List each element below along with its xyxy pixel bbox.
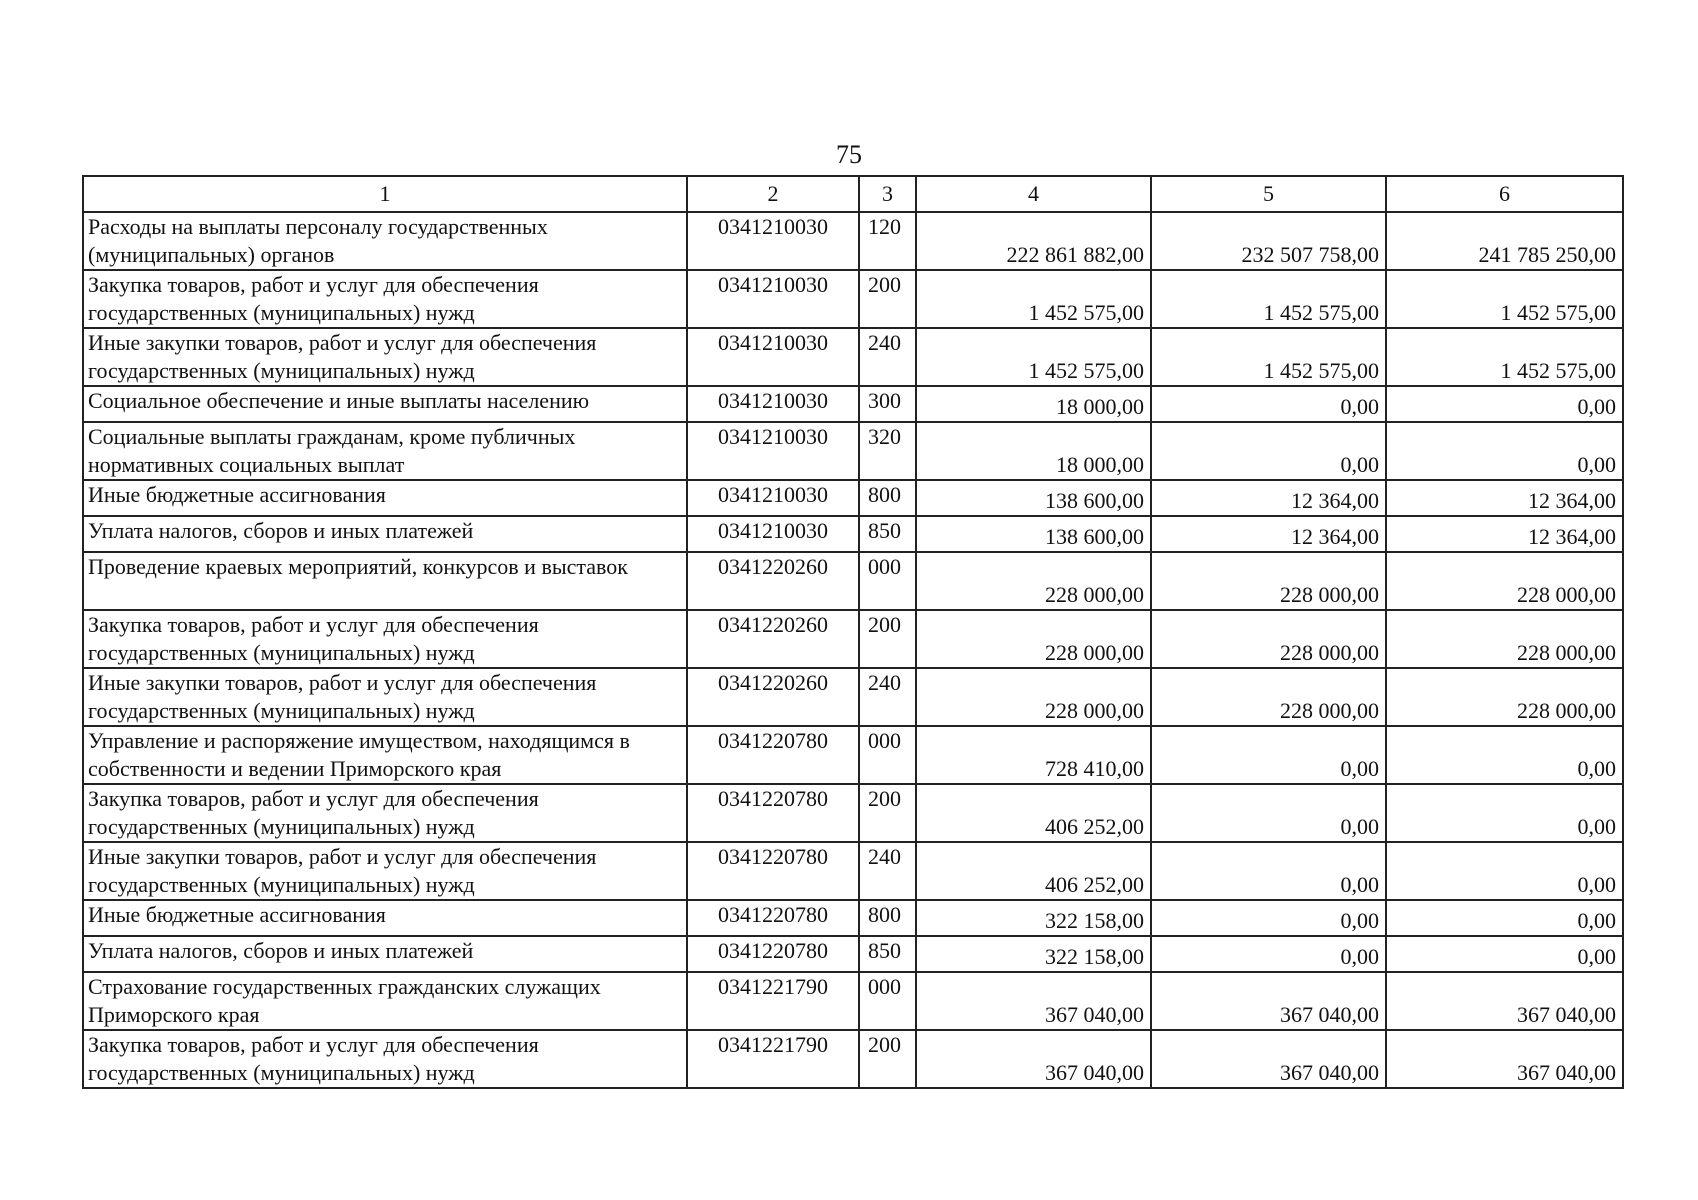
row-amount-col4-cell: 1 452 575,00 (916, 328, 1151, 386)
table-row (83, 328, 1623, 386)
row-code-cell: 0341210030 (687, 422, 859, 480)
row-expense-type-cell: 240 (859, 328, 916, 386)
row-name-cell: Закупка товаров, работ и услуг для обеспечения государственных (муниципальных) нужд (83, 270, 687, 328)
row-amount-col6-cell: 0,00 (1386, 900, 1623, 936)
table-row (83, 726, 1623, 784)
table-row (83, 422, 1623, 480)
row-expense-type-cell: 200 (859, 784, 916, 842)
row-amount-col4-cell: 406 252,00 (916, 842, 1151, 900)
table-row (83, 480, 1623, 516)
row-amount-col6-cell: 367 040,00 (1386, 1030, 1623, 1088)
row-name-cell: Иные закупки товаров, работ и услуг для обеспечения государственных (муниципальных) нужд (83, 328, 687, 386)
row-amount-col6-cell: 1 452 575,00 (1386, 270, 1623, 328)
row-amount-col6-cell: 367 040,00 (1386, 972, 1623, 1030)
row-expense-type-cell: 200 (859, 1030, 916, 1088)
row-amount-col6-cell: 1 452 575,00 (1386, 328, 1623, 386)
table-row (83, 668, 1623, 726)
row-expense-type-cell: 850 (859, 516, 916, 552)
row-amount-col6-cell: 0,00 (1386, 842, 1623, 900)
row-amount-col4-cell: 138 600,00 (916, 480, 1151, 516)
row-amount-col6-cell: 0,00 (1386, 936, 1623, 972)
row-name-cell: Иные закупки товаров, работ и услуг для обеспечения государственных (муниципальных) нужд (83, 842, 687, 900)
row-amount-col4-cell: 222 861 882,00 (916, 212, 1151, 270)
row-expense-type-cell: 200 (859, 270, 916, 328)
row-amount-col4-cell: 728 410,00 (916, 726, 1151, 784)
row-name-cell: Иные бюджетные ассигнования (83, 480, 687, 516)
row-amount-col5-cell: 1 452 575,00 (1151, 328, 1386, 386)
row-amount-col5-cell: 228 000,00 (1151, 668, 1386, 726)
row-code-cell: 0341210030 (687, 516, 859, 552)
column-header-6: 6 (1386, 176, 1623, 212)
row-amount-col5-cell: 0,00 (1151, 900, 1386, 936)
row-amount-col5-cell: 0,00 (1151, 386, 1386, 422)
table-row (83, 552, 1623, 610)
row-amount-col6-cell: 0,00 (1386, 726, 1623, 784)
row-expense-type-cell: 120 (859, 212, 916, 270)
row-name-cell: Проведение краевых мероприятий, конкурсов и выставок (83, 552, 687, 610)
column-header-5: 5 (1151, 176, 1386, 212)
table-row (83, 784, 1623, 842)
row-amount-col4-cell: 367 040,00 (916, 1030, 1151, 1088)
row-expense-type-cell: 300 (859, 386, 916, 422)
row-amount-col6-cell: 12 364,00 (1386, 480, 1623, 516)
row-expense-type-cell: 240 (859, 842, 916, 900)
table-row (83, 516, 1623, 552)
row-amount-col4-cell: 322 158,00 (916, 936, 1151, 972)
row-expense-type-cell: 200 (859, 610, 916, 668)
row-name-cell: Закупка товаров, работ и услуг для обеспечения государственных (муниципальных) нужд (83, 784, 687, 842)
row-name-cell: Страхование государственных гражданских служащих Приморского края (83, 972, 687, 1030)
column-header-1: 1 (83, 176, 687, 212)
row-name-cell: Иные закупки товаров, работ и услуг для обеспечения государственных (муниципальных) нужд (83, 668, 687, 726)
row-amount-col5-cell: 0,00 (1151, 422, 1386, 480)
page-number: 75 (836, 140, 862, 169)
budget-table (82, 175, 1624, 1089)
row-expense-type-cell: 000 (859, 726, 916, 784)
row-expense-type-cell: 850 (859, 936, 916, 972)
row-name-cell: Социальное обеспечение и иные выплаты населению (83, 386, 687, 422)
table-row (83, 900, 1623, 936)
row-amount-col5-cell: 367 040,00 (1151, 1030, 1386, 1088)
row-amount-col4-cell: 228 000,00 (916, 668, 1151, 726)
table-row (83, 936, 1623, 972)
table-row (83, 972, 1623, 1030)
row-amount-col6-cell: 228 000,00 (1386, 668, 1623, 726)
row-code-cell: 0341220260 (687, 610, 859, 668)
row-amount-col5-cell: 12 364,00 (1151, 516, 1386, 552)
table-header (83, 176, 1623, 212)
row-code-cell: 0341220780 (687, 784, 859, 842)
row-amount-col6-cell: 0,00 (1386, 784, 1623, 842)
row-code-cell: 0341210030 (687, 386, 859, 422)
row-amount-col4-cell: 228 000,00 (916, 610, 1151, 668)
row-code-cell: 0341220780 (687, 900, 859, 936)
row-expense-type-cell: 320 (859, 422, 916, 480)
row-amount-col6-cell: 0,00 (1386, 386, 1623, 422)
row-amount-col4-cell: 228 000,00 (916, 552, 1151, 610)
table-row (83, 842, 1623, 900)
row-amount-col5-cell: 0,00 (1151, 726, 1386, 784)
table-row (83, 386, 1623, 422)
row-amount-col5-cell: 232 507 758,00 (1151, 212, 1386, 270)
row-code-cell: 0341220260 (687, 668, 859, 726)
row-amount-col6-cell: 0,00 (1386, 422, 1623, 480)
column-header-3: 3 (859, 176, 916, 212)
row-code-cell: 0341221790 (687, 1030, 859, 1088)
row-name-cell: Уплата налогов, сборов и иных платежей (83, 516, 687, 552)
row-amount-col4-cell: 322 158,00 (916, 900, 1151, 936)
row-code-cell: 0341220260 (687, 552, 859, 610)
row-amount-col5-cell: 0,00 (1151, 842, 1386, 900)
row-expense-type-cell: 800 (859, 900, 916, 936)
row-amount-col6-cell: 241 785 250,00 (1386, 212, 1623, 270)
row-expense-type-cell: 800 (859, 480, 916, 516)
row-amount-col5-cell: 228 000,00 (1151, 552, 1386, 610)
row-amount-col6-cell: 12 364,00 (1386, 516, 1623, 552)
row-code-cell: 0341220780 (687, 726, 859, 784)
row-amount-col6-cell: 228 000,00 (1386, 610, 1623, 668)
row-code-cell: 0341220780 (687, 842, 859, 900)
row-code-cell: 0341210030 (687, 480, 859, 516)
row-code-cell: 0341210030 (687, 212, 859, 270)
row-name-cell: Расходы на выплаты персоналу государственных (муниципальных) органов (83, 212, 687, 270)
row-amount-col5-cell: 367 040,00 (1151, 972, 1386, 1030)
row-name-cell: Закупка товаров, работ и услуг для обеспечения государственных (муниципальных) нужд (83, 610, 687, 668)
column-header-4: 4 (916, 176, 1151, 212)
column-header-2: 2 (687, 176, 859, 212)
row-name-cell: Социальные выплаты гражданам, кроме публичных нормативных социальных выплат (83, 422, 687, 480)
table-row (83, 270, 1623, 328)
row-amount-col4-cell: 367 040,00 (916, 972, 1151, 1030)
row-amount-col4-cell: 138 600,00 (916, 516, 1151, 552)
table-row (83, 212, 1623, 270)
row-amount-col6-cell: 228 000,00 (1386, 552, 1623, 610)
table-row (83, 610, 1623, 668)
row-amount-col4-cell: 1 452 575,00 (916, 270, 1151, 328)
row-name-cell: Управление и распоряжение имуществом, находящимся в собственности и ведении Приморского края (83, 726, 687, 784)
row-amount-col5-cell: 12 364,00 (1151, 480, 1386, 516)
table-row (83, 1030, 1623, 1088)
row-name-cell: Иные бюджетные ассигнования (83, 900, 687, 936)
row-expense-type-cell: 240 (859, 668, 916, 726)
table-body (83, 212, 1623, 1088)
row-amount-col5-cell: 1 452 575,00 (1151, 270, 1386, 328)
row-amount-col5-cell: 228 000,00 (1151, 610, 1386, 668)
row-name-cell: Закупка товаров, работ и услуг для обеспечения государственных (муниципальных) нужд (83, 1030, 687, 1088)
row-amount-col5-cell: 0,00 (1151, 784, 1386, 842)
row-name-cell: Уплата налогов, сборов и иных платежей (83, 936, 687, 972)
row-expense-type-cell: 000 (859, 972, 916, 1030)
row-expense-type-cell: 000 (859, 552, 916, 610)
row-code-cell: 0341210030 (687, 270, 859, 328)
row-code-cell: 0341210030 (687, 328, 859, 386)
row-code-cell: 0341221790 (687, 972, 859, 1030)
row-amount-col4-cell: 18 000,00 (916, 386, 1151, 422)
header-row (83, 176, 1623, 212)
row-amount-col5-cell: 0,00 (1151, 936, 1386, 972)
row-amount-col4-cell: 406 252,00 (916, 784, 1151, 842)
row-code-cell: 0341220780 (687, 936, 859, 972)
row-amount-col4-cell: 18 000,00 (916, 422, 1151, 480)
